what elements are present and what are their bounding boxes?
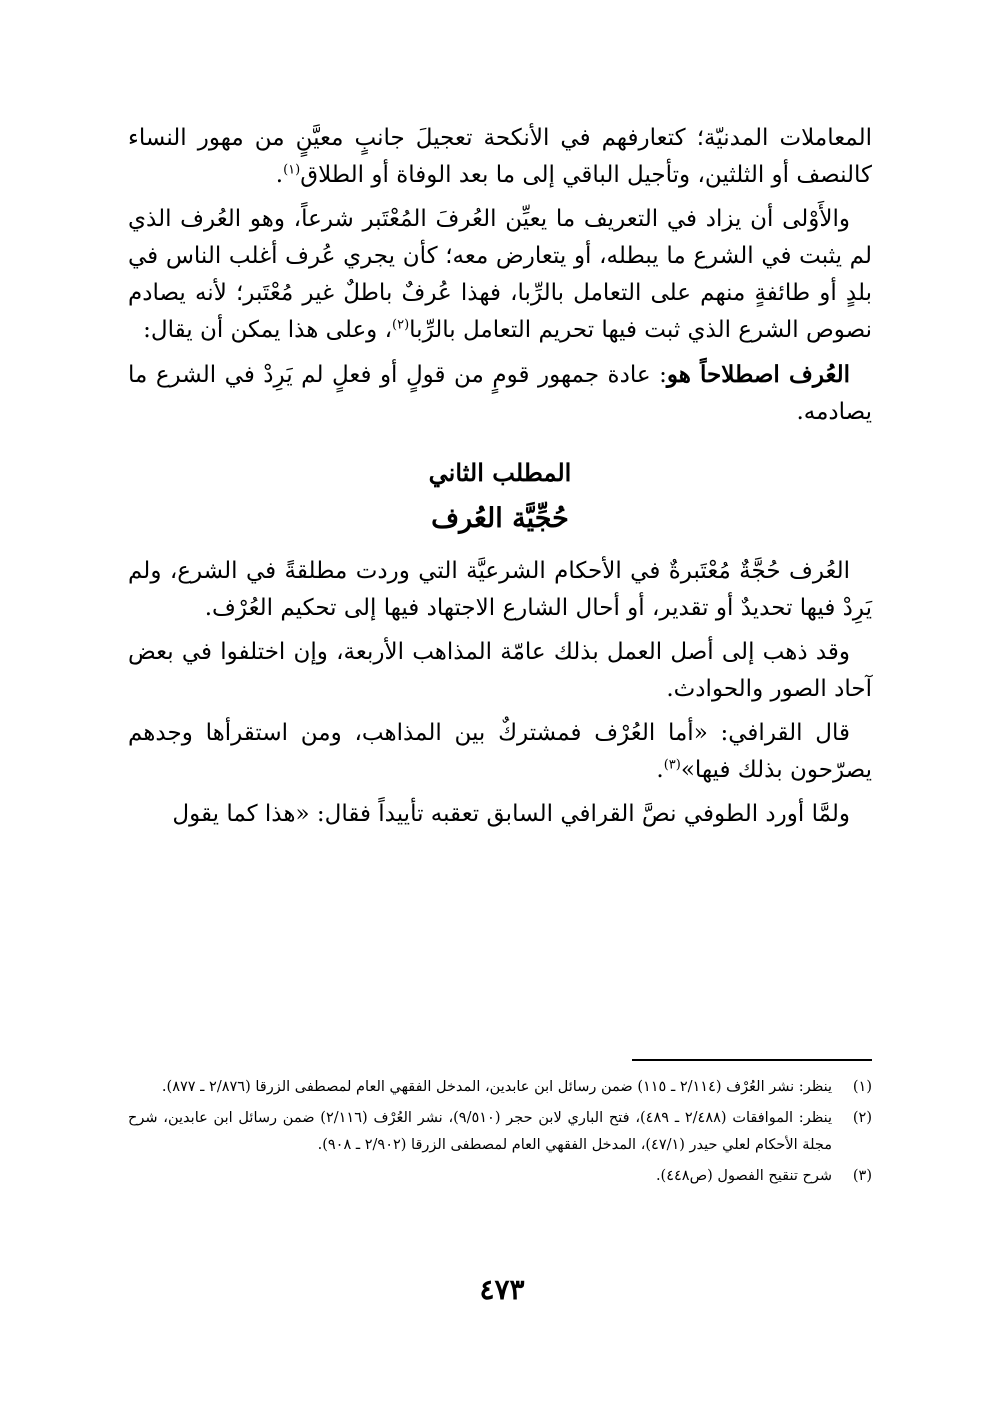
paragraph: العُرف حُجَّةٌ مُعْتَبرةٌ في الأحكام الشرعيَّة التي وردت مطلقةً في الشرع، ولم يَرِدْ فيها تحديدٌ أو تقدير، أو أحال الشارع الاجتهاد فيها إلى تحكيم العُرْف. [128,558,872,621]
paragraph [128,120,872,194]
footnote-ref[interactable]: (٢) [392,317,410,333]
paragraph-text: . [656,757,664,783]
footnote-text: شرح تنقيح الفصول (ص٤٤٨). [655,1168,832,1184]
footnote [128,1163,872,1190]
footnote-text: ينظر: الموافقات (٢/٤٨٨ ـ ٤٨٩)، فتح الباري لابن حجر (٩/٥١٠)، نشر العُرْف (٢/١١٦) ضمن رسائل ابن عابدين، شرح مجلة الأحكام لعلي حيدر (٤٧/١)، المدخل الفقهي العام لمصطفى الزرقا (٢/٩٠٢ ـ ٩٠٨). [128,1110,832,1153]
footnote [128,1074,872,1101]
section-subtitle: حُجِّيَّة العُرف [431,503,569,534]
paragraph-text: المعاملات المدنيّة؛ كتعارفهم في الأنكحة تعجيلَ جانبٍ معيَّنٍ من مهور النساء كالنصف أو الثلثين، وتأجيل الباقي إلى ما بعد الوفاة أو الطلاق [128,125,872,188]
paragraph [128,715,872,789]
footnote-ref[interactable]: (١) [283,162,301,178]
footnotes [128,1074,872,1194]
page-number: ٤٧٣ [479,1273,525,1306]
definition-term: العُرف اصطلاحاً هو [666,361,851,388]
footnote [128,1105,872,1159]
paragraph-text: قال القرافي: «أما العُرْف فمشتركٌ بين المذاهب، ومن استقرأها وجدهم يصرّحون بذلك فيها» [128,720,872,783]
main-text [128,120,872,840]
footnote-number: (١) [852,1079,872,1095]
paragraph-text: والأَوْلى أن يزاد في التعريف ما يعيِّن العُرفَ المُعْتَبر شرعاً، وهو العُرف الذي لم يثبت في الشرع ما يبطله، أو يتعارض معه؛ كأن يجري عُرف أغلب الناس في بلدٍ أو طائفةٍ منهم على التعامل بالرِّبا، فهذا عُرفٌ باطلٌ غير مُعْتَبر؛ لأنه يصادم نصوص الشرع الذي ثبت فيها تحريم التعامل بالرِّبا [128,206,872,343]
definition-paragraph [128,356,872,431]
footnote-divider [632,1059,872,1061]
footnote-text: ينظر: نشر العُرْف (٢/١١٤ ـ ١١٥) ضمن رسائل ابن عابدين، المدخل الفقهي العام لمصطفى الزرقا (٢/٨٧٦ ـ ٨٧٧). [161,1079,832,1095]
paragraph: ولمَّا أورد الطوفي نصَّ القرافي السابق تعقبه تأييداً فقال: «هذا كما يقول [172,801,850,827]
paragraph [128,201,872,349]
footnote-number: (٣) [852,1168,872,1184]
footnote-number: (٢) [852,1110,872,1126]
paragraph-text: : عادة جمهور قومٍ من قولٍ أو فعلٍ لم يَرِدْ في الشرع ما يصادمه. [128,362,872,425]
paragraph-text: . [275,162,284,188]
paragraph: وقد ذهب إلى أصل العمل بذلك عامّة المذاهب الأربعة، وإن اختلفوا في بعض آحاد الصور والحوادث. [128,639,872,702]
section-title: المطلب الثاني [428,458,572,487]
footnote-ref[interactable]: (٣) [663,757,681,773]
paragraph-text: ، وعلى هذا يمكن أن يقال: [143,317,393,343]
